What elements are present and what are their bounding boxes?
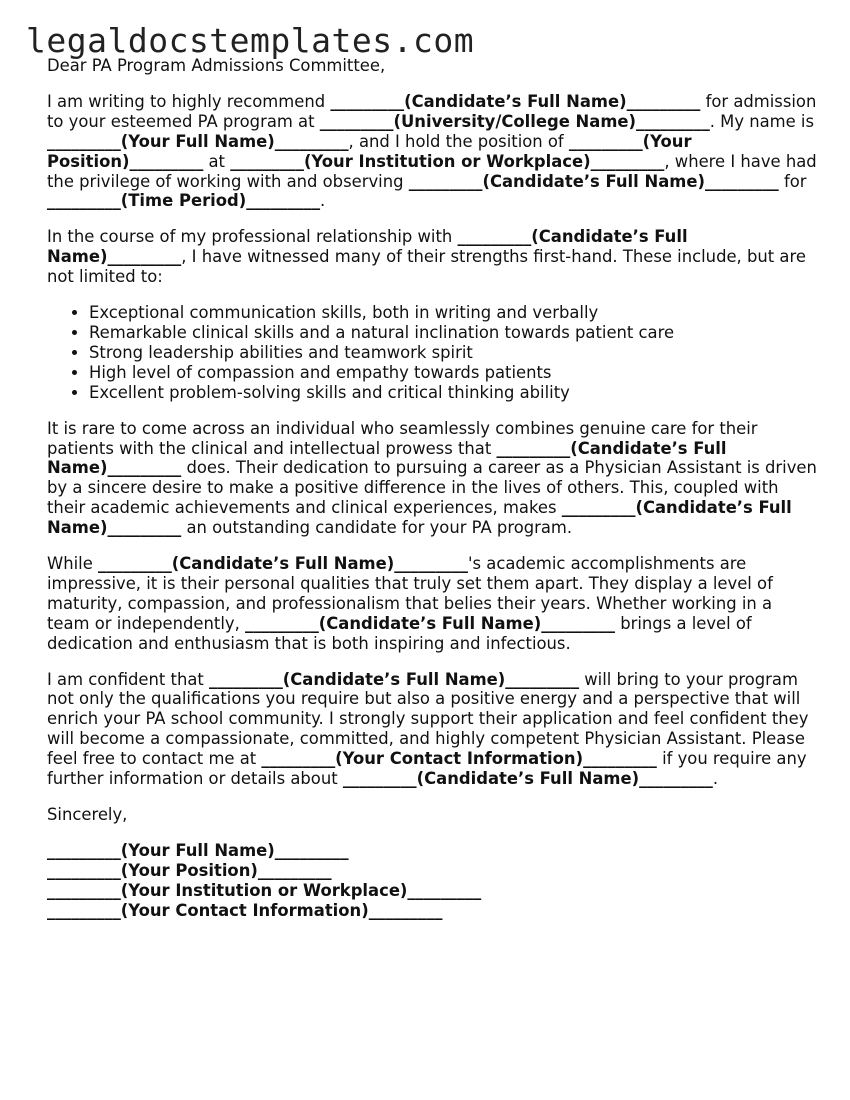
candidate-name-field[interactable]: _________(Candidate’s Full Name)_________ [408, 171, 779, 191]
signature-institution-field[interactable]: _________(Your Institution or Workplace)_________ [47, 880, 482, 900]
paragraph-intro: I am writing to highly recommend _________(Candidate’s Full Name)_________ for admission to your esteemed PA program at _________(University/College Name)_________. My name is _________(Your Full Name)_________, and I hold the position of _________(Your Position)_________ at _________(Your Institution or Workplace)_________, where I have had the privilege of working with and observing _________(Candidate’s Full Name)_________ for _________(Time Period)_________. [47, 91, 817, 211]
your-position-field[interactable]: _________(Your Position)_________ [47, 131, 692, 171]
university-field[interactable]: _________(University/College Name)_________ [319, 111, 710, 131]
your-institution-field[interactable]: _________(Your Institution or Workplace)_________ [230, 151, 665, 171]
candidate-name-field[interactable]: _________(Candidate’s Full Name)_________ [342, 769, 713, 789]
paragraph-relationship: In the course of my professional relationship with _________(Candidate’s Full Name)_________, I have witnessed many of their strengths first-hand. These include, but are not limited to: [47, 227, 806, 287]
signature-name-field[interactable]: _________(Your Full Name)_________ [47, 840, 349, 860]
signature-position-field[interactable]: _________(Your Position)_________ [47, 860, 332, 880]
candidate-name-field[interactable]: _________(Candidate’s Full Name)_________ [47, 438, 727, 478]
list-item: • Exceptional communication skills, both in writing and verbally [89, 303, 817, 323]
list-item: • Remarkable clinical skills and a natural inclination towards patient care [89, 323, 817, 343]
candidate-name-field[interactable]: _________(Candidate’s Full Name)_________ [47, 498, 792, 538]
signature-contact-field[interactable]: _________(Your Contact Information)_________ [47, 900, 443, 920]
candidate-name-field[interactable]: _________(Candidate’s Full Name)_________ [98, 554, 469, 574]
candidate-name-field[interactable]: _________(Candidate’s Full Name)_________ [245, 613, 616, 633]
candidate-name-field[interactable]: _________(Candidate’s Full Name)_________ [330, 91, 701, 111]
your-name-field[interactable]: _________(Your Full Name)_________ [47, 131, 349, 151]
paragraph-confidence: I am confident that _________(Candidate’s Full Name)_________ will bring to your program not only the qualifications you require but also a positive energy and a perspective that will enrich your PA school community. I strongly support their application and feel confident they will become a compassionate, committed, and highly competent Physician Assistant. Please feel free to contact me at _________(Your Contact Information)_________ if you require any further information or details about _________(Candidate’s Full Name)_________. [47, 669, 809, 789]
list-item: • Excellent problem-solving skills and critical thinking ability [89, 383, 817, 403]
letter-body [47, 56, 817, 921]
signature-block [47, 841, 817, 921]
strengths-list [47, 303, 817, 403]
watermark-logo: legaldocstemplates.com [26, 21, 475, 60]
closing: Sincerely, [47, 805, 128, 824]
paragraph-qualities: It is rare to come across an individual who seamlessly combines genuine care for their patients with the clinical and intellectual prowess that _________(Candidate’s Full Name)_________ does. Their dedication to pursuing a career as a Physician Assistant is driven by a sincere desire to make a positive difference in the lives of others. This, coupled with their academic achievements and clinical experiences, makes _________(Candidate’s Full Name)_________ an outstanding candidate for your PA program. [47, 418, 817, 538]
candidate-name-field[interactable]: _________(Candidate’s Full Name)_________ [209, 669, 580, 689]
paragraph-personal: While _________(Candidate’s Full Name)_________'s academic accomplishments are impressive, it is their personal qualities that truly set them apart. They display a level of maturity, compassion, and professionalism that belies their years. Whether working in a team or independently, _________(Candidate’s Full Name)_________ brings a level of dedication and enthusiasm that is both inspiring and infectious. [47, 554, 773, 653]
greeting: Dear PA Program Admissions Committee, [47, 56, 386, 75]
candidate-name-field[interactable]: _________(Candidate’s Full Name)_________ [47, 227, 688, 267]
time-period-field[interactable]: _________(Time Period)_________ [47, 191, 321, 211]
list-item: • Strong leadership abilities and teamwork spirit [89, 343, 817, 363]
list-item: • High level of compassion and empathy towards patients [89, 363, 817, 383]
contact-info-field[interactable]: _________(Your Contact Information)_________ [261, 749, 657, 769]
